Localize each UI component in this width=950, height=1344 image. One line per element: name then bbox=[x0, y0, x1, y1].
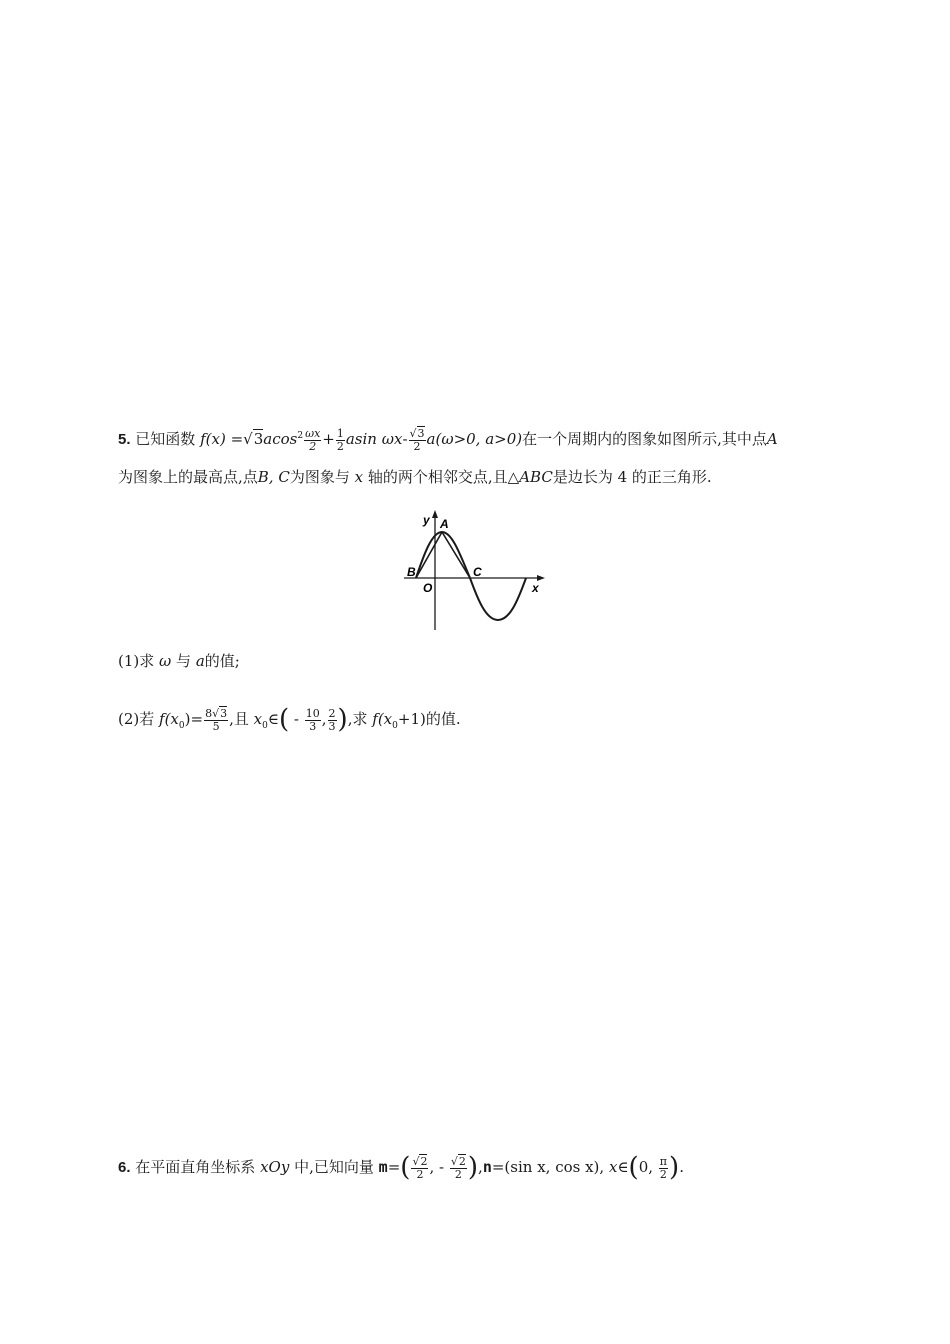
q6-x-var: x bbox=[608, 1158, 618, 1177]
q5-intro: 已知函数 bbox=[135, 430, 196, 449]
q5-line2-a: 为图象上的最高点,点 bbox=[118, 468, 258, 486]
q6-intro: 在平面直角坐标系 bbox=[135, 1158, 256, 1177]
q6-number: 6. bbox=[118, 1159, 131, 1177]
left-paren: ( bbox=[278, 704, 290, 735]
part2-x0: x bbox=[253, 710, 263, 729]
part2-frac-right: $\frac{2}{3}$ bbox=[328, 707, 336, 733]
q6-system: xOy bbox=[260, 1158, 290, 1177]
part2-frac-value: $\frac{8√3}{5}$ bbox=[205, 707, 228, 733]
graph-label-B: B bbox=[407, 565, 416, 579]
q6-vec-m: m bbox=[378, 1158, 388, 1177]
q6-line-1: 6. 在平面直角坐标系 xOy 中,已知向量 m=( $\frac{√2}{2}$ , - $\frac{√2}{2}$ ),n=(sin x, cos x), x∈(0, $\frac{\pi}{2}$ ). bbox=[118, 1152, 684, 1183]
q5-line-1: 5. 已知函数 f(x) =√3acos$^2$ $\frac{\omega x}{2}$ + $\frac{1}{2}$ asin ωx- $\frac{√3}{2}$ a(ω>0, a>0)在一个周期内的图象如图所示,其中点A bbox=[118, 427, 778, 453]
part2-f: f(x bbox=[159, 710, 179, 729]
q5-frac-half: $\frac{1}{2}$ bbox=[336, 427, 344, 453]
q5-triangle: ABC bbox=[519, 468, 553, 486]
q5-line2-b: 为图象与 bbox=[289, 468, 350, 486]
graph-label-A: A bbox=[440, 517, 449, 531]
q5-line-2 bbox=[118, 470, 712, 485]
triangle-side-AC bbox=[442, 532, 470, 578]
q6-vec-n: n bbox=[482, 1158, 492, 1177]
y-axis-arrow bbox=[432, 510, 438, 518]
part1-mid: 与 bbox=[176, 652, 192, 670]
right-paren: ) bbox=[337, 704, 348, 735]
q5-cos-part: acos bbox=[263, 430, 298, 449]
part1-a: a bbox=[195, 652, 205, 670]
part2-label: (2)若 bbox=[118, 710, 155, 729]
part2-end: 的值. bbox=[425, 710, 461, 729]
q6-m-frac2: $\frac{√2}{2}$ bbox=[450, 1155, 466, 1181]
q5-eq: = bbox=[230, 430, 244, 449]
graph-label-C: C bbox=[473, 565, 482, 579]
graph-label-x: x bbox=[532, 581, 539, 595]
triangle-side-BA bbox=[416, 532, 442, 578]
q5-frac-omega: $\frac{\omega x}{2}$ bbox=[305, 427, 321, 453]
part2-frac-left: $\frac{10}{3}$ bbox=[305, 707, 320, 733]
q5-x-var: x bbox=[354, 468, 364, 486]
q5-omega-x: ωx bbox=[381, 430, 403, 449]
sine-curve bbox=[416, 532, 526, 620]
part1-end: 的值; bbox=[204, 652, 240, 670]
q5-frac-sqrt3: $\frac{√3}{2}$ bbox=[409, 427, 425, 453]
q5-point-A: A bbox=[766, 430, 778, 449]
q5-minus: - bbox=[402, 430, 408, 449]
q5-number: 5. bbox=[118, 431, 131, 449]
graph-label-O: O bbox=[423, 581, 433, 595]
q6-pi-frac: $\frac{\pi}{2}$ bbox=[659, 1155, 668, 1181]
q6-m-frac1: $\frac{√2}{2}$ bbox=[412, 1155, 428, 1181]
q5-sqrt3: 3 bbox=[253, 430, 264, 449]
q6-n-value: =(sin x, cos x) bbox=[491, 1158, 600, 1177]
q5-line2-c: 轴的两个相邻交点,且△ bbox=[367, 468, 520, 486]
sine-graph-figure bbox=[396, 506, 556, 636]
part2-mid: ,且 bbox=[229, 710, 249, 729]
q5-func-name: f(x) bbox=[200, 430, 226, 449]
q5-rest-line1: 在一个周期内的图象如图所示,其中点 bbox=[522, 430, 767, 449]
part2-ask: ,求 bbox=[347, 710, 368, 729]
q5-part-2: (2)若 $f(x_0)=$ $\frac{8√3}{5}$ ,且 $x_0\in$( - $\frac{10}{3}$ , $\frac{2}{3}$ ),求 $f(x_0+1)$的值. bbox=[118, 704, 461, 735]
q5-part-1 bbox=[118, 654, 240, 669]
q5-points-BC: B, C bbox=[257, 468, 290, 486]
q6-mid: 中,已知向量 bbox=[294, 1158, 374, 1177]
q5-sin-part: asin bbox=[345, 430, 377, 449]
q5-a-cond: a(ω>0, a>0) bbox=[426, 430, 523, 449]
part1-label: (1)求 bbox=[118, 652, 155, 670]
q5-line2-d: 是边长为 4 的正三角形. bbox=[552, 468, 712, 486]
graph-label-y: y bbox=[423, 513, 430, 527]
q5-sup2: 2 bbox=[297, 431, 304, 442]
part1-omega: ω bbox=[159, 652, 172, 670]
q5-plus: + bbox=[322, 430, 335, 449]
part2-ask-f: f(x bbox=[372, 710, 393, 729]
